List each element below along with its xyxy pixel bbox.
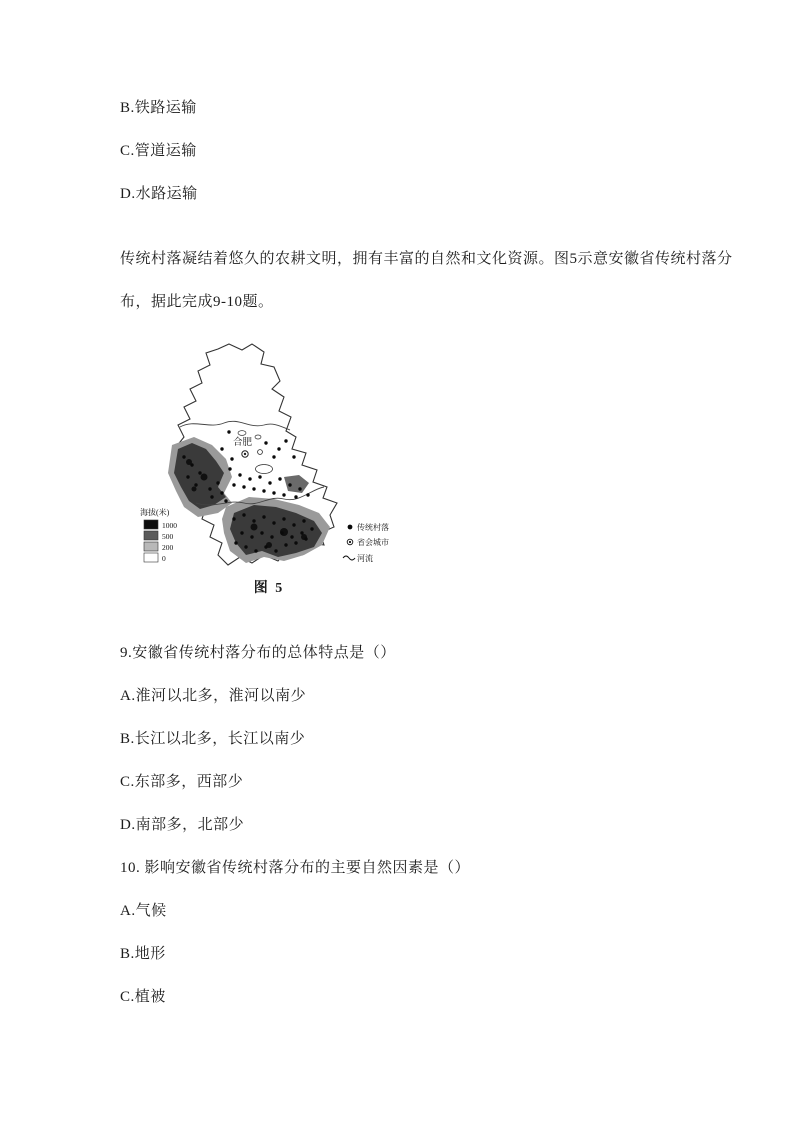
anhui-province-map [134, 337, 404, 575]
figure-caption: 图 5 [253, 581, 285, 596]
capital-symbol [242, 451, 248, 457]
question-10-option-c: C.植被 [120, 989, 166, 1005]
question-9-option-b: B.长江以北多，长江以南少 [120, 731, 306, 747]
hefei-label: 合肥 [233, 438, 253, 448]
anhui-map-figure [134, 337, 414, 597]
question-10-stem: 10. 影响安徽省传统村落分布的主要自然因素是（） [120, 860, 471, 876]
capital-icon [347, 539, 353, 545]
elevation-label-500: 500 [162, 532, 174, 541]
map-legend [343, 522, 389, 563]
legend-label-villages: 传统村落 [357, 523, 389, 532]
town-circle [258, 450, 263, 455]
small-lake [238, 431, 246, 436]
question-9-stem: 9.安徽省传统村落分布的总体特点是（） [120, 645, 396, 661]
peak-spot [192, 487, 197, 492]
peak-spot [201, 474, 208, 481]
elevation-legend-title: 海拔(米) [140, 508, 170, 517]
intro-paragraph-line1: 传统村落凝结着悠久的农耕文明，拥有丰富的自然和文化资源。图5示意安徽省传统村落分 [120, 251, 733, 267]
question-9-option-d: D.南部多，北部少 [120, 817, 245, 833]
river-icon [343, 556, 355, 560]
elevation-swatch-1000 [144, 520, 158, 529]
elevation-swatch-200 [144, 542, 158, 551]
question-10-option-a: A.气候 [120, 903, 167, 919]
legend-label-river: 河流 [357, 554, 373, 563]
chaohu-lake [256, 465, 273, 474]
option-d-transport: D.水路运输 [120, 186, 198, 202]
elevation-swatch-500 [144, 531, 158, 540]
elevation-label-1000: 1000 [162, 521, 177, 530]
legend-label-capital: 省会城市 [357, 538, 389, 547]
elevation-label-0: 0 [162, 554, 166, 563]
option-b-transport: B.铁路运输 [120, 100, 197, 116]
dot-icon [348, 525, 353, 530]
elevation-swatch-0 [144, 553, 158, 562]
peak-spot [251, 524, 258, 531]
option-c-transport: C.管道运输 [120, 143, 197, 159]
intro-paragraph-line2: 布，据此完成9-10题。 [120, 294, 274, 310]
small-lake [255, 435, 261, 439]
elevation-legend [140, 507, 177, 563]
question-10-option-b: B.地形 [120, 946, 166, 962]
question-9-option-c: C.东部多，西部少 [120, 774, 244, 790]
question-9-option-a: A.淮河以北多，淮河以南少 [120, 688, 307, 704]
elevation-label-200: 200 [162, 543, 174, 552]
